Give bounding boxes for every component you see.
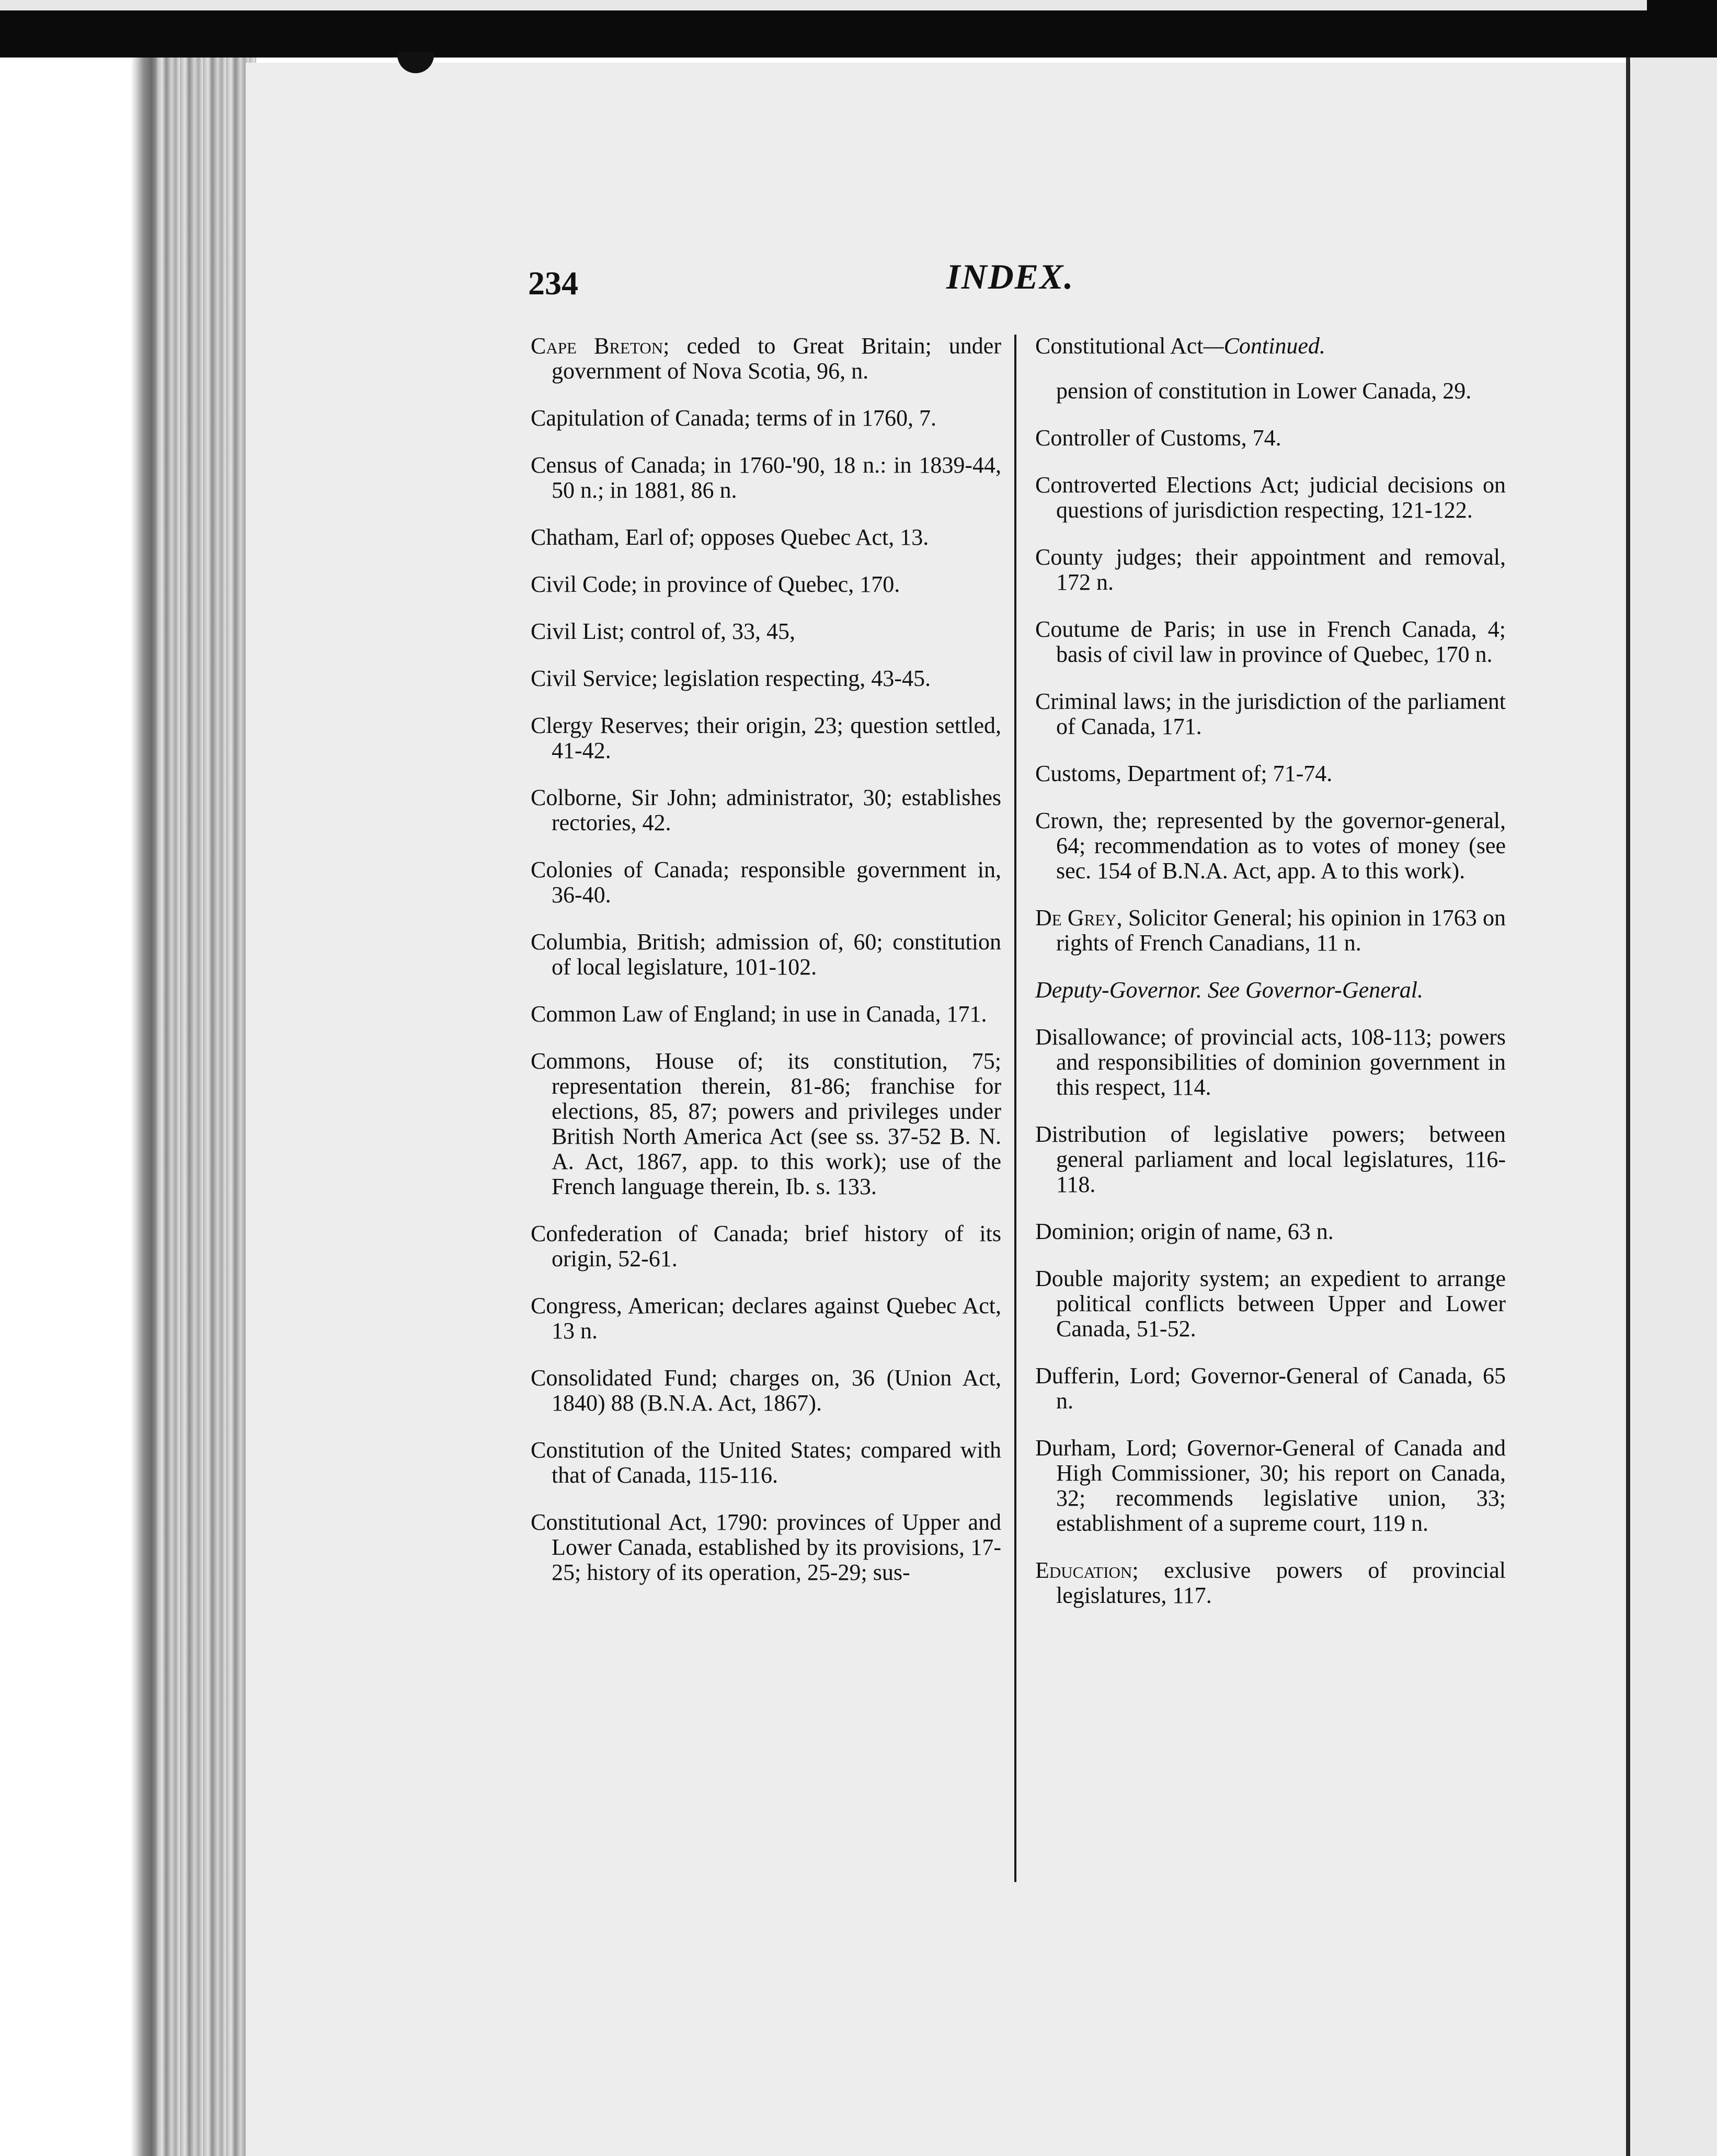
entry-text: ; 71-74. [1261,761,1333,786]
book-left-edge [0,58,157,2156]
entry-heading: Dominion [1035,1219,1129,1244]
index-entry [531,1438,1001,1488]
index-entry [1035,1266,1506,1341]
index-entry [531,1510,1001,1585]
entry-text: ; ceded to Great Britain; under government of Nova Scotia, 96, n. [552,333,1001,384]
index-entry [1035,545,1506,595]
index-entry [531,713,1001,763]
entry-heading: Clergy Reserves [531,713,683,738]
entry-heading: Constitution of the United States [531,1437,845,1463]
entry-heading: Deputy-Governor. [1035,977,1202,1003]
index-column-right [1035,334,1506,1630]
index-entry [1035,1219,1506,1244]
entry-text: ; charges on, 36 (Union Act, 1840) 88 (B.N.A. Act, 1867). [552,1365,1001,1416]
entry-text: ; administrator, 30; establishes rectories, 42. [552,785,1001,835]
entry-text: ; an expedient to arrange political conflicts between Upper and Lower Canada, 51-52. [1056,1266,1506,1341]
entry-text: ; responsible government in, 36-40. [552,857,1001,908]
right-margin [1631,58,1717,2156]
entry-text: ; in province of Quebec, 170. [631,571,900,597]
entry-heading: Confederation of Canada [531,1221,783,1246]
entry-heading: Education [1035,1557,1132,1583]
index-entry [531,1366,1001,1416]
index-entry [531,1293,1001,1344]
index-entry [1035,978,1506,1003]
index-entry [531,1049,1001,1199]
index-entry [531,453,1001,503]
entry-text: ; represented by the governor-general, 64; recommendation as to votes of money (see sec. 154 of B.N.A. Act, app. A to this work). [1056,808,1506,884]
index-entry [531,930,1001,980]
entry-text: ; of provincial acts, 108-113; powers and responsibilities of dominion government in this respect, 114. [1056,1024,1506,1100]
index-entry [531,666,1001,691]
entry-text: : provinces of Upper and Lower Canada, established by its provisions, 17-25; history of its operation, 25-29; sus- [552,1509,1001,1585]
entry-heading: Civil Code [531,571,631,597]
entry-heading: Civil List [531,618,619,644]
entry-heading: Consolidated Fund [531,1365,712,1391]
column-divider [1014,335,1016,1882]
entry-heading: Colborne, Sir John [531,785,711,810]
entry-heading: Cape Breton [531,333,663,359]
entry-heading: Capitulation of Canada [531,405,745,431]
index-entry [531,525,1001,550]
index-entry [531,619,1001,644]
entry-heading: Constitutional Act, 1790 [531,1509,762,1535]
index-entry [531,785,1001,835]
index-entry [1035,1363,1506,1414]
entry-heading: Disallowance [1035,1024,1161,1050]
index-entry [1035,1122,1506,1197]
continued-label: —Continued. [1203,333,1325,359]
entry-text: ; in use in Canada, 171. [770,1001,987,1027]
entry-text: See Governor-General. [1201,977,1424,1003]
index-entry [531,334,1001,384]
index-entry [1035,473,1506,523]
entry-text: ; admission of, 60; constitution of local legislature, 101-102. [552,929,1001,980]
entry-text: ; Governor-General of Canada and High Commissioner, 30; his report on Canada, 32; recommends legislative union, 33; establishment of a supreme court, 119 n. [1056,1435,1506,1536]
running-head: INDEX. [946,257,1074,296]
index-entry [1035,617,1506,667]
entry-heading: Controverted Elections Act [1035,472,1294,498]
entry-heading: Distribution of legislative powers [1035,1121,1399,1147]
entry-heading: Common Law of England [531,1001,771,1027]
entry-heading: Dufferin, Lord [1035,1363,1175,1389]
index-entry [1035,689,1506,739]
entry-heading: Coutume de Paris [1035,616,1210,642]
entry-heading: Criminal laws [1035,689,1166,714]
entry-text: ; in the jurisdiction of the parliament of Canada, 171. [1056,689,1506,739]
entry-text: ; origin of name, 63 n. [1128,1219,1334,1244]
entry-text: ; their appointment and removal, 172 n. [1056,544,1506,595]
entry-heading: Commons, House of [531,1048,758,1074]
entry-text: ; Governor-General of Canada, 65 n. [1056,1363,1506,1414]
entry-heading: Controller of Customs [1035,425,1241,451]
entry-heading: Civil Service [531,666,651,691]
entry-text: ; judicial decisions on questions of jurisdiction respecting, 121-122. [1056,472,1506,523]
index-entry [531,1002,1001,1027]
entry-heading: Chatham, Earl of [531,524,689,550]
index-entry [1035,808,1506,884]
entry-text: ; exclusive powers of provincial legislatures, 117. [1056,1557,1506,1608]
entry-heading: Census of Canada [531,452,700,478]
entry-text: ; opposes Quebec Act, 13. [688,524,929,550]
entry-text: ; terms of in 1760, 7. [744,405,936,431]
index-entry [531,406,1001,431]
page-right-edge-line [1626,58,1630,2156]
entry-text: ; between general parliament and local legislatures, 116-118. [1056,1121,1506,1197]
entry-heading: Durham, Lord [1035,1435,1171,1461]
entry-heading: Customs, Department of [1035,761,1261,786]
entry-text: ; control of, 33, 45, [618,618,795,644]
entry-text: ; compared with that of Canada, 115-116. [552,1437,1001,1488]
entry-text: ; legislation respecting, 43-45. [651,666,931,691]
index-entry [531,572,1001,597]
entry-text: ; their origin, 23; question settled, 41-42. [552,713,1002,763]
index-entry [1035,761,1506,786]
index-column-left [531,334,1001,1607]
continued-heading [1035,334,1506,359]
entry-heading: County judges [1035,544,1176,570]
entry-heading: Columbia, British [531,929,700,955]
entry-text: , Solicitor General; his opinion in 1763 on rights of French Canadians, 11 n. [1056,905,1506,956]
continued-entry-text: pension of constitution in Lower Canada, 29. [1056,378,1472,404]
index-entry [531,857,1001,908]
scanner-top-strip [0,0,1647,10]
entry-text: ; in 1760-'90, 18 n.: in 1839-44, 50 n.; in 1881, 86 n. [552,452,1001,503]
index-entry [531,1221,1001,1271]
entry-heading: De Grey [1035,905,1117,931]
entry-text: ; in use in French Canada, 4; basis of civil law in province of Quebec, 170 n. [1056,616,1506,667]
entry-text: ; brief history of its origin, 52-61. [552,1221,1001,1271]
entry-heading: Congress, American [531,1293,719,1318]
entry-text: ; declares against Quebec Act, 13 n. [552,1293,1002,1344]
continued-entry-head: Constitutional Act [1035,333,1204,359]
index-entry [1035,1436,1506,1536]
entry-heading: Crown, the [1035,808,1141,833]
entry-text: ; its constitution, 75; representation therein, 81-86; franchise for elections, 85, 87; powers and privileges under British North America Act (see ss. 37-52 B. N. A. Act, 1867, app. to this work); use of the French language therein, Ib. s. 133. [552,1048,1002,1199]
index-entry [1035,426,1506,451]
index-entry [1035,905,1506,956]
entry-heading: Colonies of Canada [531,857,723,882]
entry-heading: Double majority system [1035,1266,1264,1291]
stacked-page-edges [157,58,256,2156]
page-number: 234 [528,265,578,302]
index-entry [1035,1025,1506,1100]
entry-text: , 74. [1241,425,1281,451]
index-entry [1035,1558,1506,1608]
